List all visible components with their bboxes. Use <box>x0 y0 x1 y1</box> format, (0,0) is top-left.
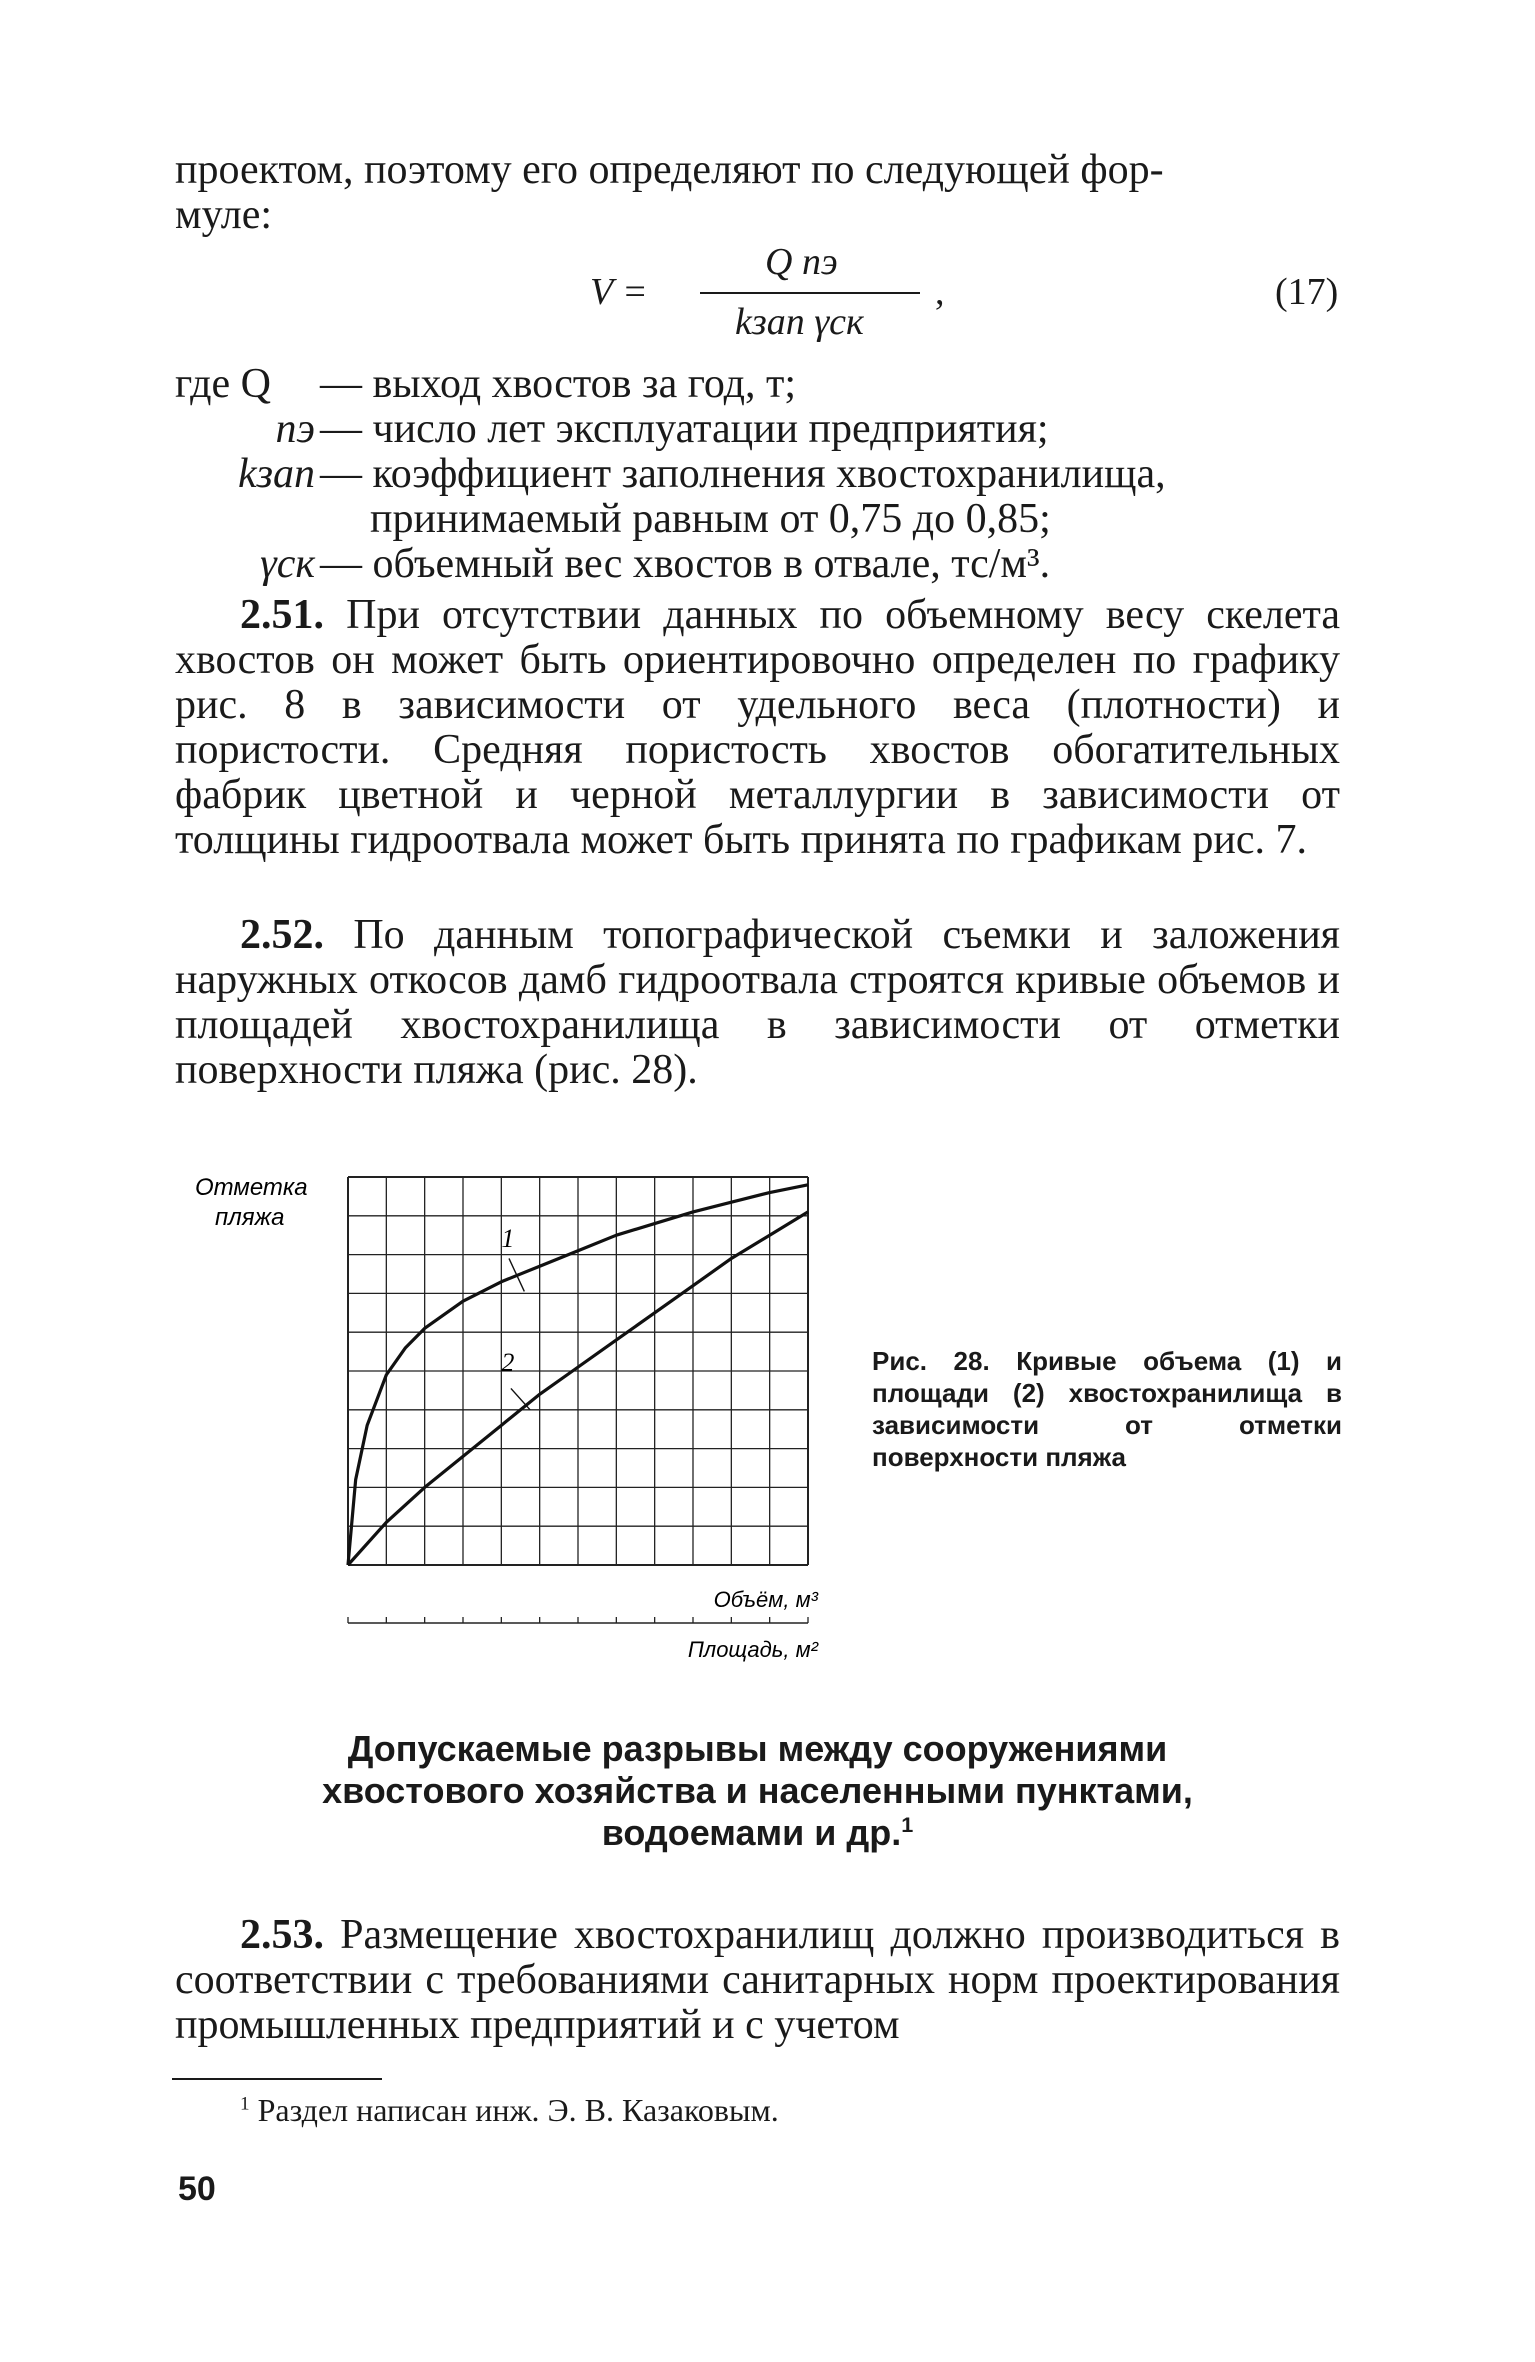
y-axis-label-line-1: Отметка <box>195 1174 308 1201</box>
chart-svg <box>180 1165 860 1665</box>
paragraph-text: Размещение хвостохранилищ должно производиться в соответствии с требованиями санитарных норм проектирования промышленных предприятий и с учетом <box>175 1912 1340 2048</box>
legend-text: — коэффициент заполнения хвостохранилища, <box>320 451 1166 497</box>
paragraph-2-53 <box>175 1913 1340 2048</box>
formula-number: (17) <box>1275 271 1339 313</box>
paragraph-number: 2.53. <box>240 1912 324 1958</box>
legend-text: — объемный вес хвостов в отвале, тс/м³. <box>320 541 1051 587</box>
y-axis-label-line-2: пляжа <box>215 1204 285 1231</box>
x-axis-label-area: Площадь, м² <box>687 1637 818 1662</box>
legend-symbol: γск <box>260 541 315 587</box>
legend-text: принимаемый равным от 0,75 до 0,85; <box>370 496 1051 542</box>
curve-label-2: 2 <box>501 1348 515 1377</box>
fraction-bar <box>700 292 920 294</box>
heading-line-1: Допускаемые разрывы между сооружениями <box>347 1728 1168 1769</box>
curve-label-1: 1 <box>501 1223 515 1253</box>
footnote-mark: 1 <box>901 1812 914 1837</box>
heading-line-3-text: водоемами и др. <box>601 1812 902 1853</box>
footnote-text: Раздел написан инж. Э. В. Казаковым. <box>257 2092 779 2128</box>
paragraph-2-52 <box>175 913 1340 1093</box>
formula-numerator: Q nэ <box>765 241 838 283</box>
intro-line-2: муле: <box>175 192 273 238</box>
footnote-rule <box>172 2078 382 2080</box>
legend-symbol: где Q <box>175 361 271 407</box>
legend-text: — выход хвостов за год, т; <box>320 361 797 407</box>
paragraph-number: 2.51. <box>240 592 324 638</box>
legend-text: — число лет эксплуатации предприятия; <box>320 406 1049 452</box>
heading-line-3 <box>175 1812 1340 1854</box>
x-axis-label-volume: Объём, м³ <box>713 1587 818 1612</box>
page-number: 50 <box>178 2170 216 2208</box>
formula-comma: , <box>935 271 945 313</box>
paragraph-2-51 <box>175 593 1340 863</box>
paragraph-number: 2.52. <box>240 912 324 958</box>
formula-lhs: V = <box>590 271 648 313</box>
figure-caption: Рис. 28. Кривые объема (1) и площади (2) хвостохранилища в зависимости от отметки поверхности пляжа <box>872 1346 1342 1472</box>
legend-symbol: kзап <box>237 451 315 497</box>
section-heading <box>175 1728 1340 1854</box>
heading-line-2: хвостового хозяйства и населенными пунктами, <box>322 1770 1193 1811</box>
footnote-mark: 1 <box>240 2093 250 2115</box>
intro-line-1: проектом, поэтому его определяют по следующей фор- <box>175 147 1164 193</box>
legend-symbol: nэ <box>275 406 315 452</box>
formula-denominator: kзап γск <box>735 301 864 343</box>
formula-17 <box>590 240 1350 350</box>
figure-28-chart <box>180 1165 860 1665</box>
paragraph-text: По данным топографической съемки и заложения наружных откосов дамб гидроотвала строятся кривые объемов и площадей хвостохранилища в зависимости от отметки поверхности пляжа (рис. 28). <box>175 912 1340 1093</box>
curve-label-2-leader <box>511 1388 530 1409</box>
paragraph-text: При отсутствии данных по объемному весу скелета хвостов он может быть ориентировочно определен по графику рис. 8 в зависимости от удельного веса (плотности) и пористости. Средняя пористость хвостов обогатительных фабрик цветной и черной металлургии в зависимости от толщины гидроотвала может быть принята по графикам рис. 7. <box>175 592 1340 863</box>
footnote <box>240 2090 779 2130</box>
